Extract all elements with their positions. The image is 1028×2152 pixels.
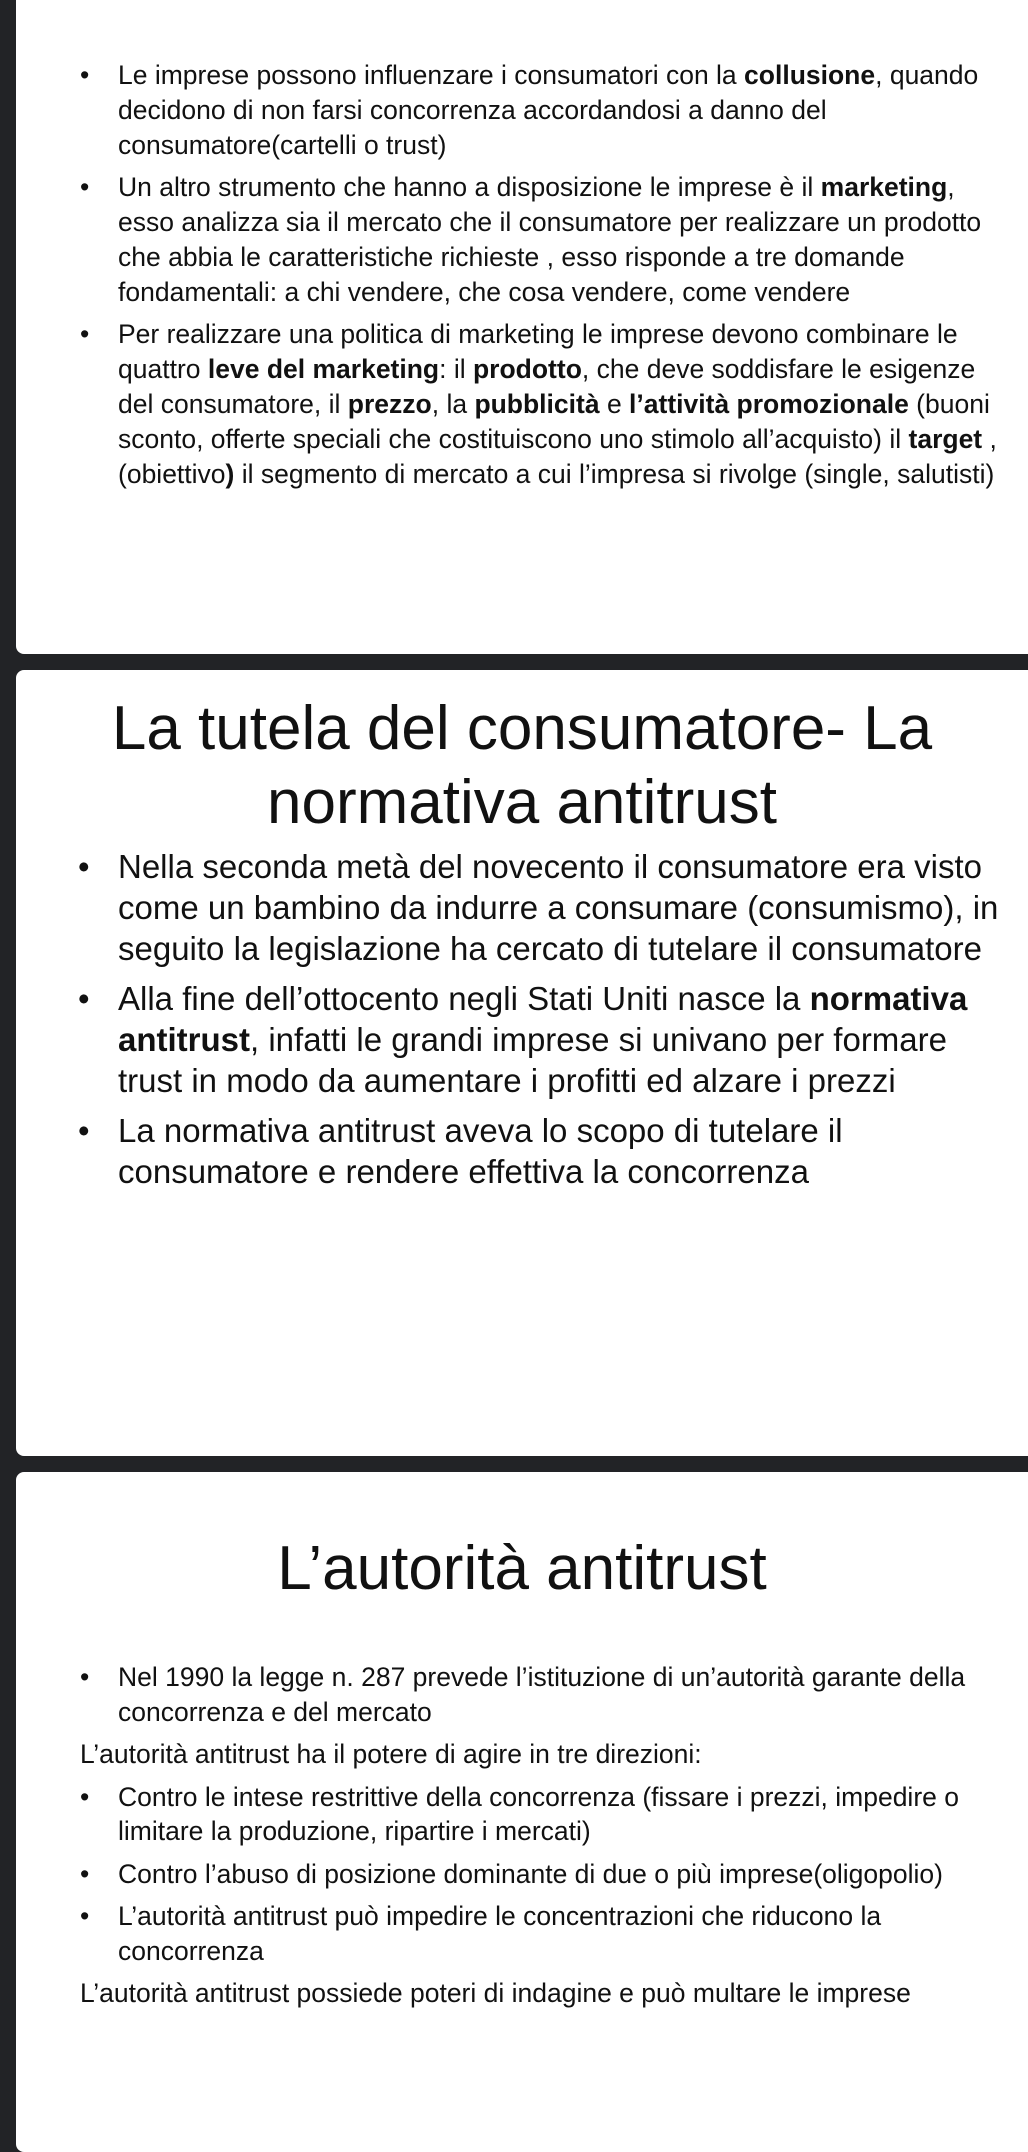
- bullet-item: [118, 978, 1008, 1101]
- slide-2: [16, 670, 1028, 1456]
- text-line: [80, 1737, 1008, 1772]
- text-run: Un altro strumento che hanno a disposizione le imprese è il: [118, 172, 821, 202]
- slide-title: L’autorità antitrust: [277, 1534, 767, 1603]
- text-line: [80, 1976, 1008, 2011]
- bullet-item: [118, 1660, 1008, 1729]
- text-run: Nel 1990 la legge n. 287 prevede l’istituzione di un’autorità garante della concorrenza e del mercato: [118, 1662, 966, 1727]
- text-run: Le imprese possono influenzare i consumatori con la: [118, 60, 745, 90]
- text-run: : il: [439, 354, 473, 384]
- text-run: , esso analizza sia il mercato che il consumatore per realizzare un prodotto che abbia le caratteristiche richieste , esso risponde a tre domande fondamentali: a chi vendere, che cosa vendere, come vendere: [118, 172, 982, 307]
- bullet-item: [118, 1780, 1008, 1849]
- bold-term: pubblicità: [474, 389, 600, 419]
- slide-3-body: [80, 1660, 1008, 2019]
- text-run: (buoni sconto, offerte speciali che costituiscono uno stimolo all’acquisto) il: [118, 389, 990, 454]
- bold-term: prezzo: [347, 389, 432, 419]
- text-run: , quando decidono di non farsi concorrenza accordandosi a danno del consumatore(cartelli o trust): [118, 60, 979, 160]
- bullet-list: [118, 1660, 1008, 1729]
- text-run: Per realizzare una politica di marketing le imprese devono combinare le quattro: [118, 319, 958, 384]
- bullet-item: [118, 317, 998, 492]
- bold-term: marketing: [820, 172, 948, 202]
- bold-term: prodotto: [473, 354, 582, 384]
- bullet-list: [118, 1780, 1008, 1969]
- slide-2-body: [118, 846, 1008, 1201]
- text-run: Contro le intese restrittive della concorrenza (fissare i prezzi, impedire o limitare la produzione, ripartire i mercati): [118, 1781, 959, 1846]
- bold-term: leve del marketing: [207, 354, 440, 384]
- text-run: Contro l’abuso di posizione dominante di due o più imprese(oligopolio): [118, 1858, 943, 1889]
- bold-term: l’attività promozionale: [629, 389, 909, 419]
- text-run: il segmento di mercato a cui l’impresa si rivolge (single, salutisti): [234, 459, 995, 489]
- slide-1: [16, 0, 1028, 654]
- bullet-item: [118, 1110, 1008, 1192]
- bullet-item: [118, 58, 998, 163]
- slide-title: La tutela del consumatore- La normativa antitrust: [111, 694, 933, 838]
- text-run: L’autorità antitrust ha il potere di agire in tre direzioni:: [80, 1739, 702, 1769]
- bold-term: collusione: [744, 60, 876, 90]
- text-run: , che deve soddisfare le esigenze del consumatore, il: [118, 354, 976, 419]
- bullet-list: [118, 846, 1008, 1192]
- text-run: , la: [431, 389, 475, 419]
- bullet-item: [118, 1899, 1008, 1968]
- bullet-item: [118, 170, 998, 310]
- text-run: L’autorità antitrust può impedire le concentrazioni che riducono la concorrenza: [118, 1901, 882, 1966]
- bullet-list: [118, 58, 998, 492]
- slide-1-body: [118, 58, 998, 499]
- text-run: e: [599, 389, 630, 419]
- text-run: , infatti le grandi imprese si univano per formare trust in modo da aumentare i profitti ed alzare i prezzi: [118, 1021, 947, 1099]
- bold-term: target: [908, 424, 983, 454]
- bullet-item: [118, 846, 1008, 969]
- cropped-title-fragment: [16, 0, 1028, 2]
- bold-term: normativa antitrust: [118, 980, 968, 1058]
- text-run: Alla fine dell’ottocento negli Stati Uniti nasce la: [118, 980, 810, 1017]
- bullet-item: [118, 1857, 1008, 1892]
- bold-term: ): [225, 459, 235, 489]
- text-run: Nella seconda metà del novecento il consumatore era visto come un bambino da indurre a consumare (consumismo), in seguito la legislazione ha cercato di tutelare il consumatore: [118, 848, 999, 967]
- text-run: La normativa antitrust aveva lo scopo di tutelare il consumatore e rendere effettiva la concorrenza: [118, 1112, 843, 1190]
- text-run: ,(obiettivo: [118, 424, 997, 489]
- slide-3: [16, 1472, 1028, 2152]
- text-run: L’autorità antitrust possiede poteri di indagine e può multare le imprese: [80, 1978, 911, 2008]
